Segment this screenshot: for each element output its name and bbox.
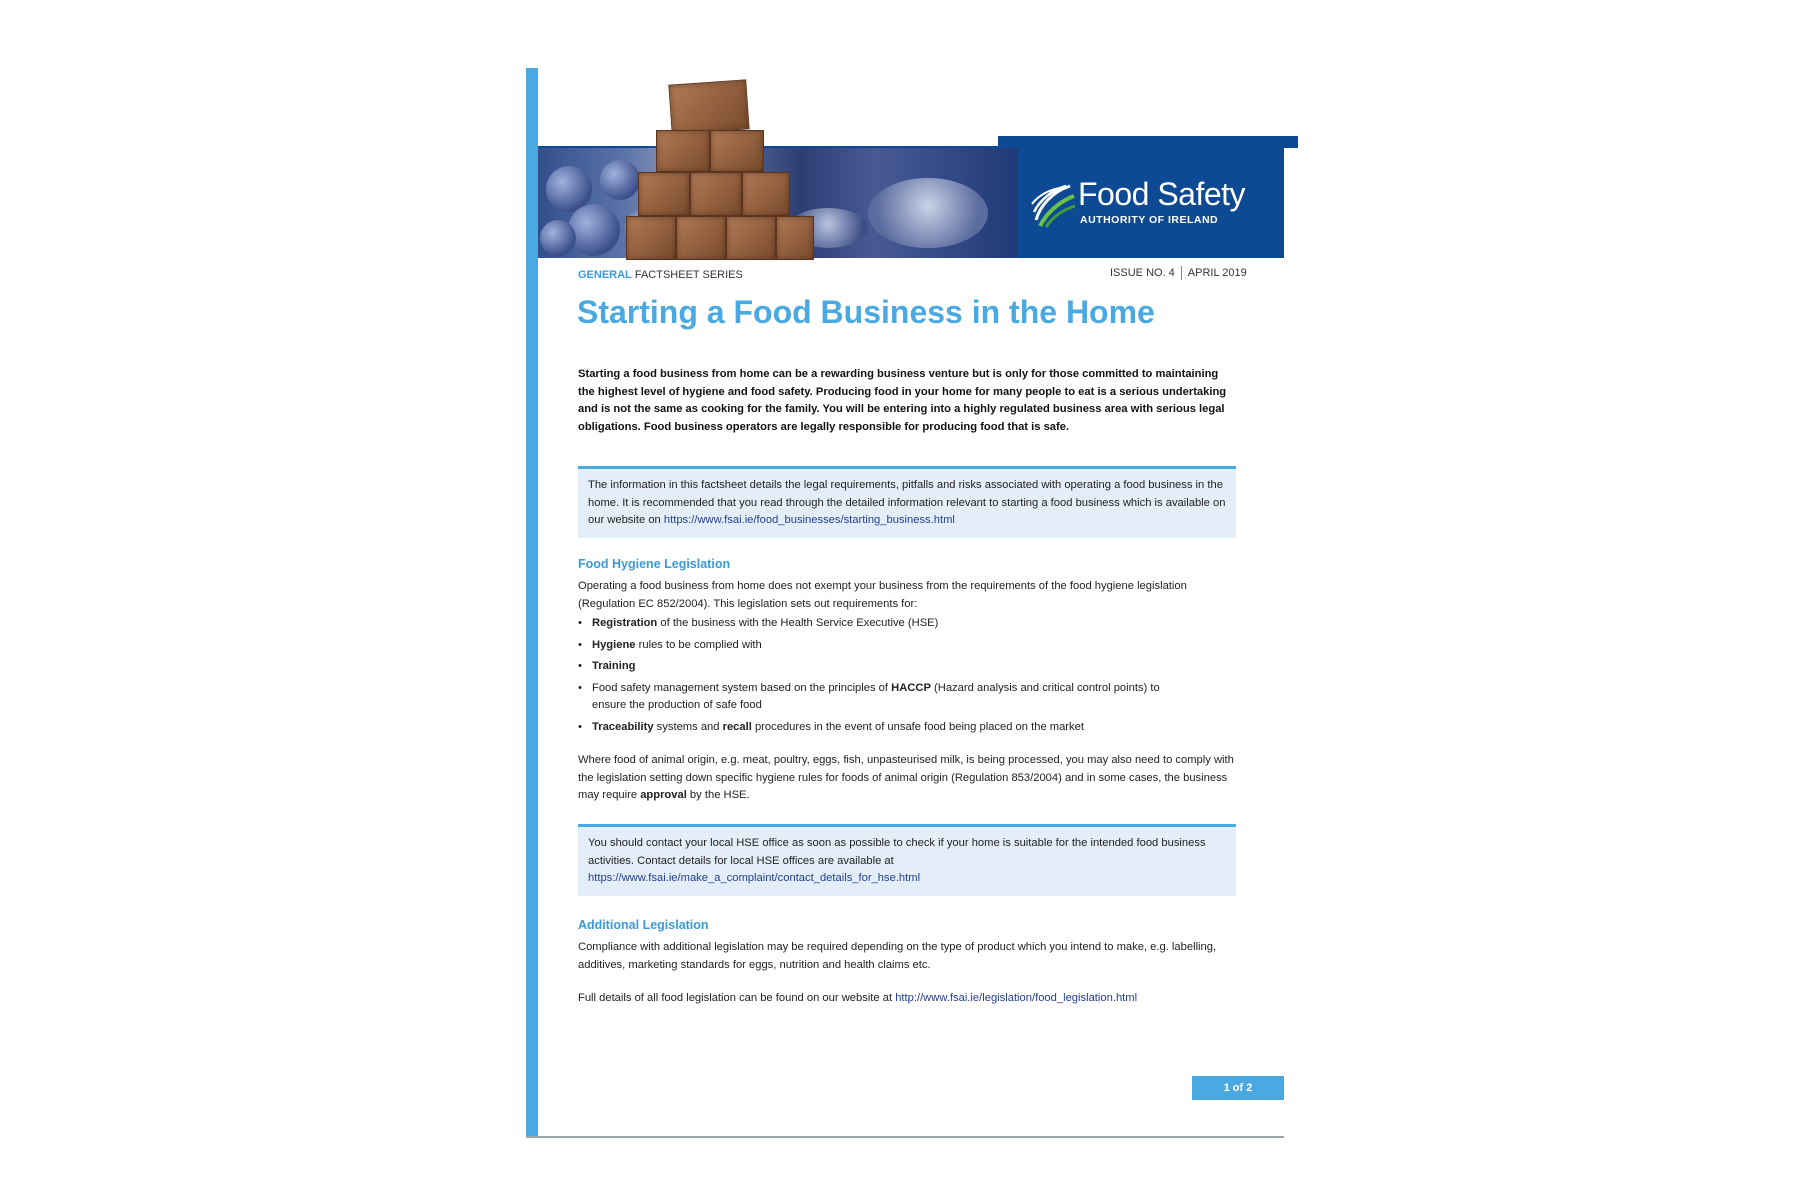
section-heading-food-hygiene: Food Hygiene Legislation <box>578 557 731 571</box>
section-paragraph: Compliance with additional legislation may be required depending on the type of product which you intend to make, e.g. labelling, additives, marketing standards for eggs, nutrition and health claims etc. <box>578 941 1217 971</box>
issue-date: APRIL 2019 <box>1187 266 1247 279</box>
requirements-list <box>578 615 1238 740</box>
section-heading-additional: Additional Legislation <box>578 918 709 932</box>
header-banner <box>538 68 1284 258</box>
food-legislation-link[interactable]: http://www.fsai.ie/legislation/food_legislation.html <box>895 992 1138 1004</box>
intro-paragraph: Starting a food business from home can be a rewarding business venture but is only for those committed to maintaining the highest level of hygiene and food safety. Producing food in your home for many people to eat is a serious undertaking and is not the same as cooking for the family. You will be entering into a highly regulated business area with serious legal obligations. Food business operators are legally responsible for producing food that is safe. <box>578 368 1227 433</box>
fsai-logo-icon <box>1030 180 1076 228</box>
series-rest: FACTSHEET SERIES <box>634 269 743 281</box>
legislation-paragraph: Full details of all food legislation can be found on our website at http://www.fsai.ie/legislation/food_legislation.html <box>578 992 1138 1004</box>
issue-info <box>1110 266 1247 280</box>
starting-business-link[interactable]: https://www.fsai.ie/food_businesses/starting_business.html <box>663 514 955 526</box>
list-item: • Food safety management system based on the principles of HACCP (Hazard analysis and critical control points) to ensure the production of safe food <box>578 680 1238 715</box>
page-number-badge: 1 of 2 <box>1192 1076 1284 1100</box>
info-box-hse <box>578 824 1236 896</box>
info-box-text: The information in this factsheet details the legal requirements, pitfalls and risks associated with operating a food business in the home. It is recommended that you read through the detailed information relevant to starting a food business which is available on our website on <box>588 479 1226 526</box>
issue-number: ISSUE NO. 4 <box>1110 266 1175 279</box>
list-item: • Training <box>578 658 1238 676</box>
logo-subtitle: AUTHORITY OF IRELAND <box>1080 214 1219 226</box>
page-bottom-rule <box>526 1136 1284 1138</box>
issue-separator <box>1181 266 1182 280</box>
hse-contact-link[interactable]: https://www.fsai.ie/make_a_complaint/contact_details_for_hse.html <box>588 872 921 884</box>
series-label <box>578 269 743 281</box>
animal-origin-paragraph: Where food of animal origin, e.g. meat, poultry, eggs, fish, unpasteurised milk, is being processed, you may also need to comply with the legislation setting down specific hygiene rules for foods of animal origin (Regulation 853/2004) and in some cases, the business may require approval by the HSE. <box>578 754 1234 801</box>
info-box-text: You should contact your local HSE office as soon as possible to check if your home is suitable for the intended food business activities. Contact details for local HSE offices are available at <box>588 837 1206 867</box>
list-item: • Hygiene rules to be complied with <box>578 637 1238 655</box>
series-accent: GENERAL <box>578 269 632 281</box>
page-left-accent-bar <box>526 68 538 1138</box>
info-box-website <box>578 466 1236 538</box>
page-title: Starting a Food Business in the Home <box>577 294 1155 330</box>
list-item: • Traceability systems and recall procedures in the event of unsafe food being placed on the market <box>578 719 1238 737</box>
logo-title: Food Safety <box>1078 176 1246 212</box>
section-paragraph: Operating a food business from home does not exempt your business from the requirements of the food hygiene legislation (Regulation EC 852/2004). This legislation sets out requirements for: <box>578 580 1187 610</box>
fsai-logo <box>1030 176 1270 236</box>
list-item: • Registration of the business with the Health Service Executive (HSE) <box>578 615 1238 633</box>
